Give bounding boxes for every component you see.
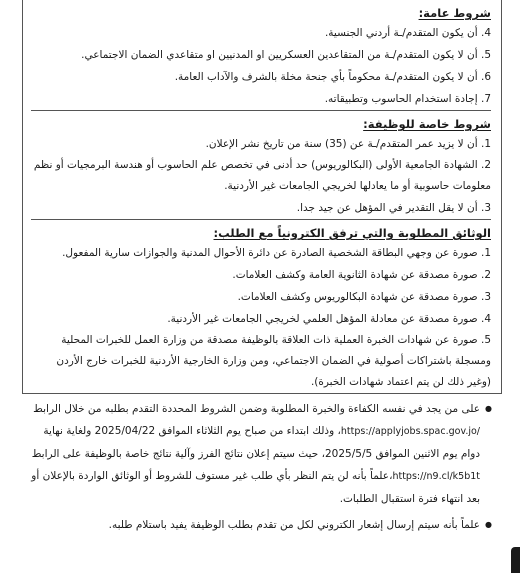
document-item-4: 4. صورة مصدقة عن معادلة المؤهل العلمي لخريجي الجامعات غير الأردنية. [167, 313, 491, 325]
document [22, 0, 502, 540]
required-documents-heading: الوثائق المطلوبة والتي ترفق الكترونياً مع الطلب: [213, 226, 491, 240]
general-conditions-heading: شروط عامة: [418, 6, 491, 20]
general-item-5: 5. أن لا يكون المتقدم/ـة من المتقاعدين العسكريين او المدنيين او متقاعدي الضمان الاجتماعي. [81, 49, 491, 61]
note-text-middle: ، وذلك ابتداء من صباح يوم الثلاثاء الموافق 2025/04/22 ولغاية نهاية دوام يوم الاثنين الموافق 2025/5/5، حيث سيتم إعلان نتائج الفرز وآلية نتائج خاصة بالوظيفة على الرابط [31, 425, 480, 460]
document-item-5: 5. صورة عن شهادات الخبرة العملية ذات العلاقة بالوظيفة مصدقة من وزارة العمل للخبرات المحلية ومسجلة باشتراكات أصولية في الضمان الاجتماعي، ومن وزارة الخارجية الأردنية للخبرات خارج الأردن (وغير ذلك لن يتم اعتماد شهادات الخبرة). [56, 334, 491, 388]
special-item-3: 3. أن لا يقل التقدير في المؤهل عن جيد جدا. [296, 202, 491, 214]
required-documents-section [31, 219, 491, 393]
special-item-1: 1. أن لا يزيد عمر المتقدم/ـة عن (35) سنة من تاريخ نشر الإعلان. [205, 138, 491, 150]
conditions-table [22, 0, 502, 394]
scroll-corner-tab [511, 547, 520, 573]
general-item-6: 6. أن لا يكون المتقدم/ـة محكوماً بأي جنحة مخلة بالشرف والآداب العامة. [174, 71, 491, 83]
general-item-7: 7. إجادة استخدام الحاسوب وتطبيقاته. [324, 93, 491, 105]
note-text-start: على من يجد في نفسه الكفاءة والخبرة المطلوبة وضمن الشروط المحددة التقدم بطلبه من خلال الرابط [33, 403, 480, 415]
general-conditions-section [31, 0, 491, 110]
special-conditions-section [31, 110, 491, 219]
note-text-end: علماً بأنه لن يتم النظر بأي طلب غير مستوف للشروط أو الوثائق الواردة بالإعلان أو بعد انتهاء فترة استقبال الطلبات. [31, 470, 480, 505]
application-note: ● على من يجد في نفسه الكفاءة والخبرة المطلوبة وضمن الشروط المحددة التقدم بطلبه من خلال الرابط https://applyjobs.spac.gov.jo/، وذلك ابتداء من صباح يوم الثلاثاء الموافق 2025/04/22 ولغاية نهاية دوام يوم الاثنين الموافق 2025/5/5، حيث سيتم إعلان نتائج الفرز وآلية نتائج خاصة بالوظيفة على الرابط https://n9.cl/k5b1t،علماً بأنه لن يتم النظر بأي طلب غير مستوف للشروط أو الوثائق الواردة بالإعلان أو بعد انتهاء فترة استقبال الطلبات. [26, 398, 492, 510]
apply-link[interactable]: https://applyjobs.spac.gov.jo/ [340, 426, 480, 437]
results-link[interactable]: https://n9.cl/k5b1t [392, 471, 480, 482]
notes [22, 394, 502, 536]
special-item-2: 2. الشهادة الجامعية الأولى (البكالوريوس) حد أدنى في تخصص علم الحاسوب أو هندسة البرمجيات أو نظم معلومات حاسوبية أو ما يعادلها لخريجي الجامعات غير الأردنية. [33, 159, 491, 192]
document-item-2: 2. صورة مصدقة عن شهادة الثانوية العامة وكشف العلامات. [232, 269, 491, 281]
special-conditions-heading: شروط خاصة للوظيفة: [363, 117, 491, 131]
document-item-3: 3. صورة مصدقة عن شهادة البكالوريوس وكشف العلامات. [237, 291, 491, 303]
confirmation-note: ● علماً بأنه سيتم إرسال إشعار الكتروني لكل من تقدم بطلب الوظيفة يفيد باستلام طلبه. [26, 514, 492, 536]
general-item-4: 4. أن يكون المتقدم/ـة أردني الجنسية. [324, 27, 491, 39]
document-item-1: 1. صورة عن وجهي البطاقة الشخصية الصادرة عن دائرة الأحوال المدنية والجوازات سارية المفعول. [62, 247, 491, 259]
